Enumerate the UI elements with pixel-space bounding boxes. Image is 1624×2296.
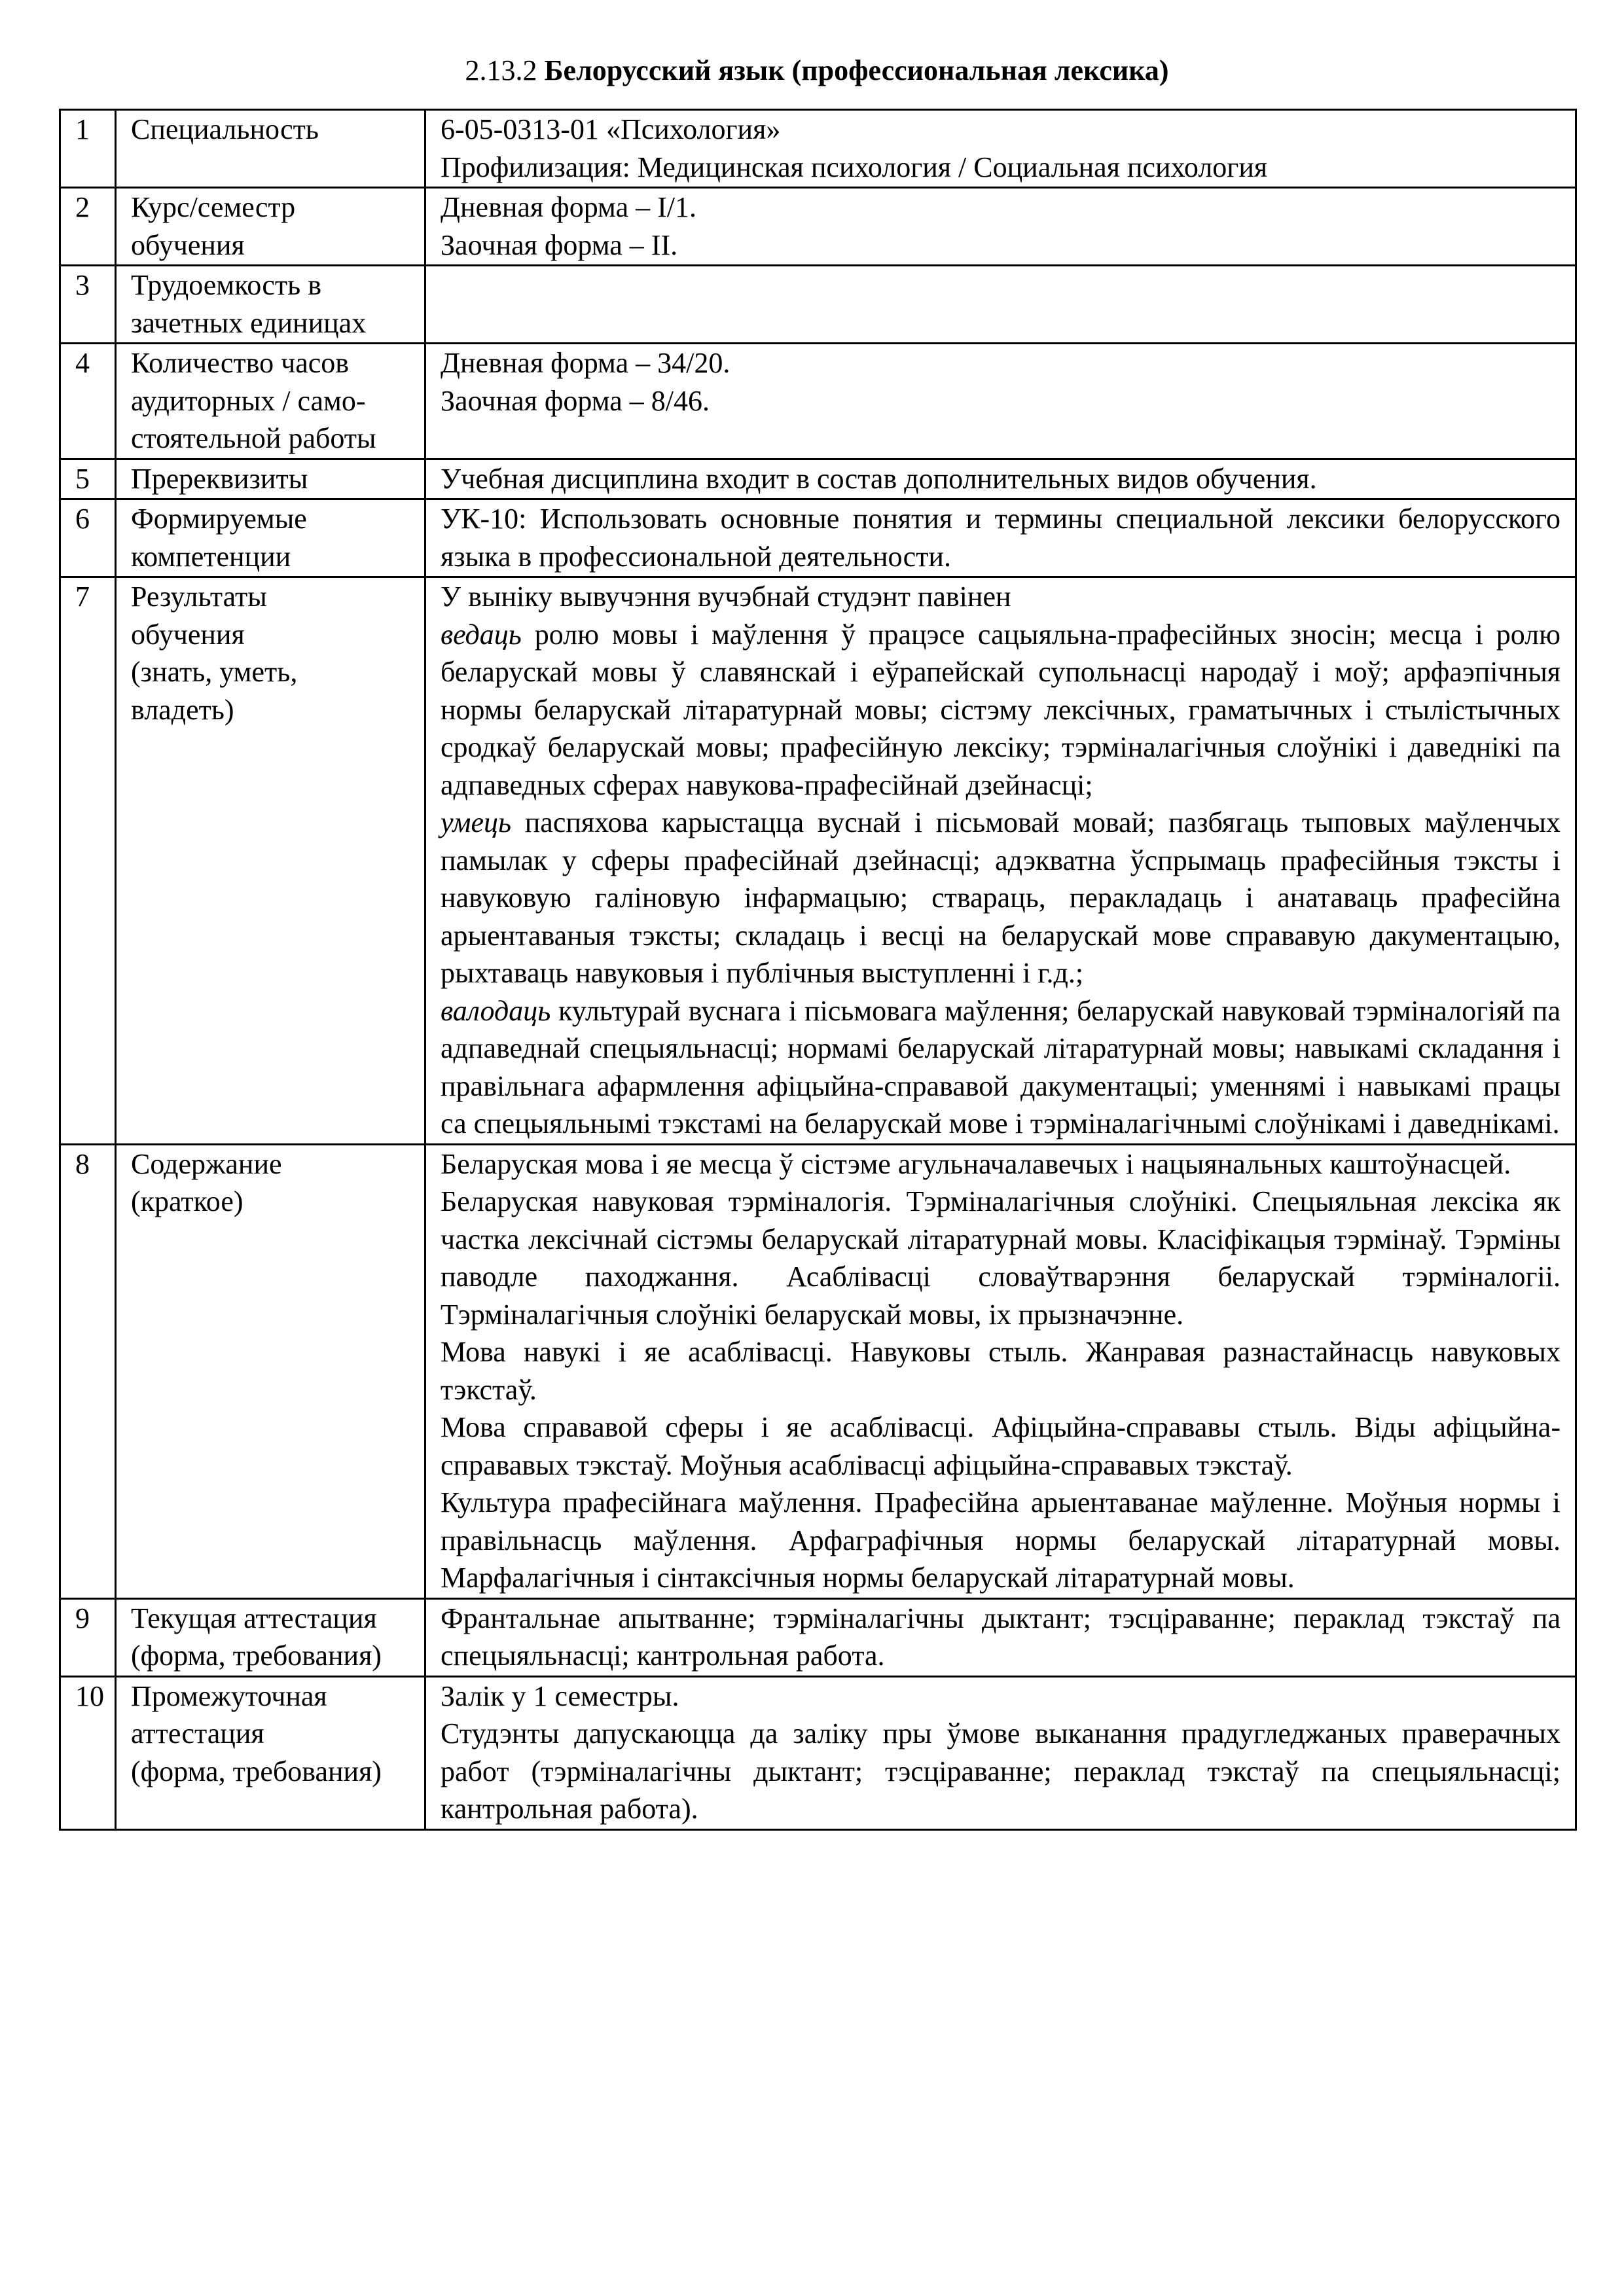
outcome-know [441, 616, 1561, 804]
row-content [425, 110, 1576, 188]
outcome-master [441, 992, 1561, 1143]
content-line: Залік у 1 семестры. [441, 1679, 679, 1712]
row-content [425, 577, 1576, 1145]
row-number: 9 [60, 1598, 116, 1676]
label-line: обучения [131, 618, 245, 651]
label-line: зачетных единицах [131, 306, 367, 339]
outcomes-intro: У выніку вывучэння вучэбнай студэнт павінен [441, 581, 1011, 613]
content-paragraph: Франтальнае апытванне; тэрміналагічны дыктант; тэсціраванне; пераклад тэкстаў па спецыяльнасці; кантрольная работа. [441, 1602, 1561, 1672]
label-line: аттестация [131, 1717, 264, 1749]
syllabus-table [59, 109, 1577, 1831]
outcome-can [441, 804, 1561, 992]
row-content [425, 459, 1576, 499]
label-line: (знать, уметь, [131, 656, 298, 688]
label-line: Количество часов [131, 347, 350, 379]
content-paragraph: Мова навукі і яе асаблівасці. Навуковы стыль. Жанравая разнастайнасць навуковых тэкстаў. [441, 1336, 1561, 1406]
label-line: (форма, требования) [131, 1640, 382, 1672]
table-row [60, 188, 1576, 266]
outcome-text: ролю мовы і маўлення ў працэсе сацыяльна-прафесійных зносін; месца і ролю беларускай мовы ў славянскай і еўрапейскай супольнасці народаў і моў; арфаэпічныя нормы беларускай літаратурнай мовы; сістэму лексічных, граматычных і стылістычных сродкаў беларускай мовы; прафесійную лексіку; тэрміналагічныя слоўнікі і даведнікі па адпаведных сферах навукова-прафесійнай дзейнасці; [441, 618, 1561, 801]
outcome-text: паспяхова карыстацца вуснай і пісьмовай мовай; пазбягаць тыповых маўленчых памылак у сферы прафесійнай дзейнасці; адэкватна ўспрымаць прафесійныя тэксты і навуковую галіновую інфармацыю; ствараць, перакладаць і анатаваць прафесійна арыентаваныя тэксты; складаць і весці на беларускай мове справавую дакументацыю, рыхтаваць навуковыя і публічныя выступленні і г.д.; [441, 806, 1561, 989]
content-paragraph: УК-10: Использовать основные понятия и термины специальной лексики белорусского языка в профессиональной деятельности. [441, 503, 1561, 573]
row-label [116, 459, 425, 499]
row-number: 3 [60, 266, 116, 344]
row-content [425, 344, 1576, 459]
row-content [425, 1598, 1576, 1676]
table-row [60, 1144, 1576, 1598]
content-line: Заочная форма – 8/46. [441, 384, 710, 417]
content-paragraph: Беларуская навуковая тэрміналогія. Тэрміналагічныя слоўнікі. Спецыяльная лексіка як частка лексічнай сістэмы беларускай літаратурнай мовы. Класіфікацыя тэрмінаў. Тэрміны паводле паходжання. Асаблівасці словаўтварэння беларускай тэрміналогіі. Тэрміналагічныя слоўнікі беларускай мовы, іх прызначэнне. [441, 1185, 1561, 1331]
table-row [60, 266, 1576, 344]
outcome-term: валодаць [441, 994, 551, 1027]
label-line: (форма, требования) [131, 1755, 382, 1787]
table-row [60, 577, 1576, 1145]
content-line: Учебная дисциплина входит в состав дополнительных видов обучения. [441, 462, 1317, 495]
row-label [116, 110, 425, 188]
row-label [116, 188, 425, 266]
section-number: 2.13.2 [465, 54, 537, 86]
row-number: 1 [60, 110, 116, 188]
section-title: Белорусский язык (профессиональная лексика) [544, 54, 1169, 86]
row-content [425, 188, 1576, 266]
label-line: компетенции [131, 540, 291, 573]
row-number: 8 [60, 1144, 116, 1598]
label-line: Содержание [131, 1147, 282, 1180]
row-content-empty [425, 266, 1576, 344]
label-line: Формируемые [131, 503, 307, 535]
table-row [60, 459, 1576, 499]
label-line: стоятельной работы [131, 422, 376, 454]
label-line: Трудоемкость в [131, 269, 321, 301]
label-line: обучения [131, 228, 245, 261]
row-number: 6 [60, 499, 116, 577]
label-line: Курс/семестр [131, 191, 296, 223]
outcome-term: ведаць [441, 618, 522, 651]
row-label [116, 499, 425, 577]
outcome-text: культурай вуснага і пісьмовага маўлення; беларускай навуковай тэрміналогіяй па адпаведнай спецыяльнасці; нормамі беларускай літаратурнай мовы; навыкамі складання і правільнага афармлення афіцыйна-справавой дакументацыі; уменнямі і навыкамі працы са спецыяльнымі тэкстамі на беларускай мове і тэрміналагічнымі слоўнікамі і даведнікамі. [441, 994, 1561, 1139]
page-title [59, 51, 1575, 90]
content-line: Дневная форма – 34/20. [441, 347, 731, 379]
row-number: 5 [60, 459, 116, 499]
row-number: 4 [60, 344, 116, 459]
label-line: аудиторных / само- [131, 384, 366, 417]
row-label [116, 266, 425, 344]
content-paragraph: Студэнты дапускаюцца да заліку пры ўмове выканання прадугледжаных праверачных работ (тэрміналагічны дыктант; тэсціраванне; пераклад тэкстаў па спецыяльнасці; кантрольная работа). [441, 1717, 1561, 1825]
table-row [60, 110, 1576, 188]
label-line: Пререквизиты [131, 462, 308, 495]
content-paragraph: Мова справавой сферы і яе асаблівасці. Афіцыйна-справавы стыль. Віды афіцыйна-справавых тэкстаў. Моўныя асаблівасці афіцыйна-справавых тэкстаў. [441, 1411, 1561, 1481]
content-paragraph: Культура прафесійнага маўлення. Прафесійна арыентаванае маўленне. Моўныя нормы і правільнасць маўлення. Арфаграфічныя нормы беларускай літаратурнай мовы. Марфалагічныя і сінтаксічныя нормы беларускай літаратурнай мовы. [441, 1486, 1561, 1594]
outcome-term: умець [441, 806, 512, 838]
row-label [116, 577, 425, 1145]
row-label [116, 344, 425, 459]
content-line: Профилизация: Медицинская психология / Социальная психология [441, 151, 1268, 183]
row-content [425, 499, 1576, 577]
table-row [60, 1676, 1576, 1829]
label-line: Результаты [131, 581, 267, 613]
row-content [425, 1144, 1576, 1598]
content-line: 6-05-0313-01 «Психология» [441, 113, 781, 145]
row-number: 10 [60, 1676, 116, 1829]
table-row [60, 344, 1576, 459]
content-paragraph: Беларуская мова і яе месца ў сістэме агульначалавечых і нацыянальных каштоўнасцей. [441, 1147, 1511, 1180]
label-line: Текущая аттестация [131, 1602, 377, 1634]
row-label [116, 1676, 425, 1829]
row-number: 7 [60, 577, 116, 1145]
row-label [116, 1144, 425, 1598]
row-label [116, 1598, 425, 1676]
content-line: Заочная форма – II. [441, 228, 678, 261]
label-line: Специальность [131, 113, 319, 145]
label-line: владеть) [131, 693, 234, 726]
row-number: 2 [60, 188, 116, 266]
table-row [60, 1598, 1576, 1676]
label-line: (краткое) [131, 1185, 244, 1217]
table-row [60, 499, 1576, 577]
label-line: Промежуточная [131, 1679, 327, 1712]
row-content [425, 1676, 1576, 1829]
content-line: Дневная форма – I/1. [441, 191, 696, 223]
